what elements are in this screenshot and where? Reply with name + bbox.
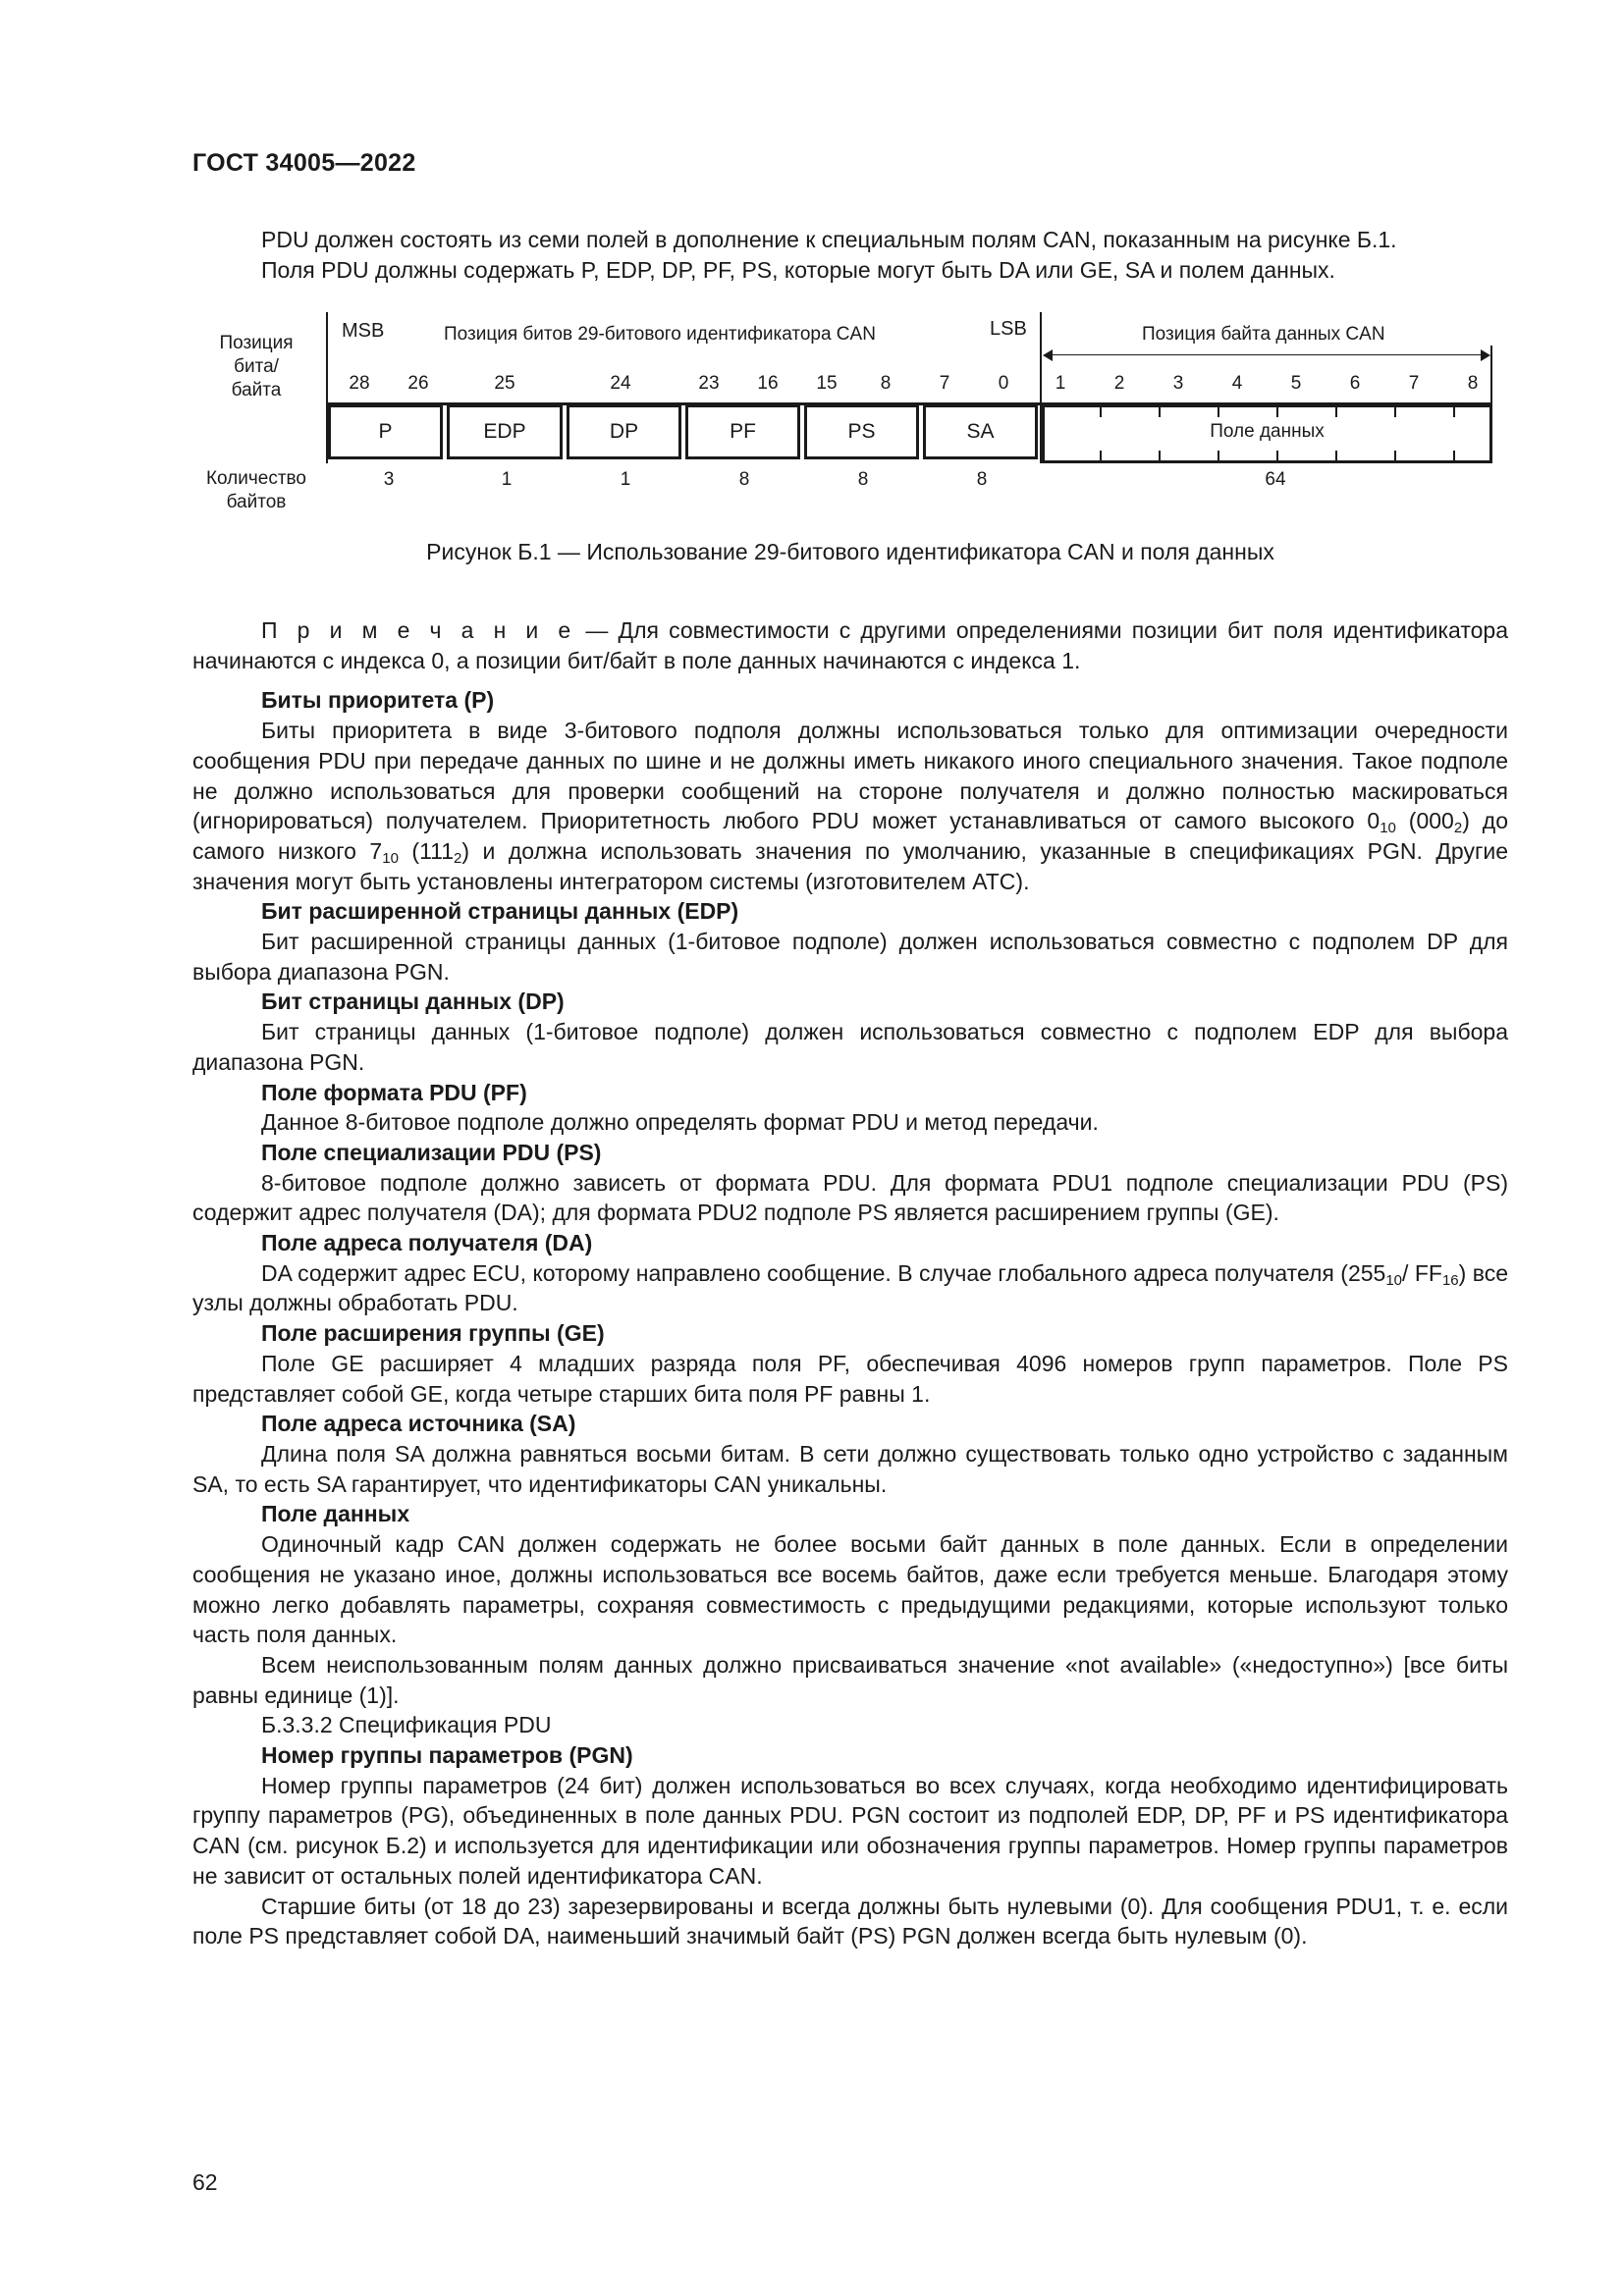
paragraph-data-1: Одиночный кадр CAN должен содержать не более восьми байт данных в поле данных. Если в определении сообщения не указано иное, должны использоваться все восемь байтов, даже если требуется меньше. Благодаря этому можно легко добавлять параметры, сохраняя совместимость с предыдущими редакциями, которые используют только часть поля данных. [192,1531,1508,1648]
data-byte-label: 1 [1055,373,1066,394]
heading-data: Поле данных [261,1501,410,1527]
id-bit-label: 25 [494,373,515,394]
count-value: 1 [501,469,513,490]
count-value: 1 [620,469,631,490]
text-run: (111 [398,837,455,864]
msb-label: MSB [342,320,385,342]
data-byte-label: 7 [1408,373,1420,394]
page-number: 62 [192,2169,218,2195]
count-value: 64 [1265,469,1286,490]
count-value: 8 [976,469,988,490]
paragraph-pgn-1: Номер группы параметров (24 бит) должен использоваться во всех случаях, когда необходимо идентифицировать группу параметров (PG), объединенных в поле данных PDU. PGN состоит из подполей EDP, DP, PF и PS идентификатора CAN (см. рисунок Б.2) и используется для идентификации или обозначения группы параметров. Номер группы параметров не зависит от остальных полей идентификатора CAN. [192,1772,1508,1889]
text-run: (000 [1395,808,1454,834]
paragraph-ps: 8-битовое подполе должно зависеть от формата PDU. Для формата PDU1 подполе специализации PDU (PS) содержит адрес получателя (DA); для формата PDU2 подполе PS является расширением группы (GE). [192,1169,1508,1226]
note-label: П р и м е ч а н и е [261,617,576,643]
count-label-line-2: байтов [226,492,287,512]
count-value: 8 [857,469,869,490]
heading-sa: Поле адреса источника (SA) [261,1411,576,1437]
paragraph-priority [192,716,1508,896]
data-position-header: Позиция байта данных CAN [1142,324,1385,345]
position-label [212,332,300,402]
byte-tick [1335,407,1337,417]
heading-priority: Биты приоритета (P) [261,687,495,714]
data-byte-label: 2 [1113,373,1125,394]
id-bit-label: 26 [407,373,429,394]
field-data [1042,404,1492,463]
arrow-left-icon [1043,349,1053,361]
data-range-arrow [1045,354,1487,355]
data-byte-label: 3 [1172,373,1184,394]
id-bit-label: 28 [349,373,370,394]
id-bit-label: 15 [816,373,838,394]
count-label [192,467,320,514]
paragraph-pf: Данное 8-битовое подполе должно определять формат PDU и метод передачи. [261,1109,1099,1136]
figure-caption: Рисунок Б.1 — Использование 29-битового идентификатора CAN и поля данных [426,539,1274,564]
text-run: Биты приоритета в виде 3-битового подполя должны использоваться только для оптимизации очередности сообщения PDU при передаче данных по шине и не должны иметь никакого иного специального значения. Такое подполе не должно использоваться для проверки сообщений на стороне получателя и должно полностью маскироваться (игнорироваться) получателем. Приоритетность любого PDU может устанавливаться от самого высокого 0 [192,718,1508,834]
count-value: 8 [738,469,750,490]
data-byte-label: 5 [1290,373,1302,394]
field-sa: SA [923,404,1038,459]
byte-tick [1276,407,1278,417]
paragraph-edp: Бит расширенной страницы данных (1-битовое подполе) должен использоваться совместно с подполем DP для выбора диапазона PGN. [192,929,1508,985]
subscript: 10 [1380,820,1396,837]
byte-tick [1100,407,1102,417]
standard-title: ГОСТ 34005—2022 [192,149,416,177]
heading-edp: Бит расширенной страницы данных (EDP) [261,898,739,925]
position-label-line-1: Позиция [219,333,294,353]
field-row [326,404,1492,463]
note-paragraph [192,615,1508,675]
text-run: ) все узлы должны обработать PDU. [192,1259,1508,1316]
paragraph-dp: Бит страницы данных (1-битовое подполе) должен использоваться совместно с подполем EDP для выбора диапазона PGN. [192,1019,1508,1075]
paragraph-ge: Поле GE расширяет 4 младших разряда поля PF, обеспечивая 4096 номеров групп параметров. Поле PS представляет собой GE, когда четыре старших бита поля PF равны 1. [192,1350,1508,1407]
count-label-line-1: Количество [205,468,307,489]
field-ps: PS [804,404,919,459]
intro-paragraph [192,225,1508,286]
byte-tick [1335,451,1337,460]
text-run: DA содержит адрес ECU, которому направлено сообщение. В случае глобального адреса получателя (255 [261,1259,1386,1286]
arrow-right-icon [1481,349,1490,361]
heading-da: Поле адреса получателя (DA) [261,1230,593,1256]
paragraph-sa: Длина поля SA должна равняться восьми битам. В сети должно существовать только одно устройство с заданным SA, то есть SA гарантирует, что идентификаторы CAN уникальны. [192,1440,1508,1497]
lsb-label: LSB [990,318,1027,340]
heading-dp: Бит страницы данных (DP) [261,988,565,1015]
paragraph-pgn-2: Старшие биты (от 18 до 23) зарезервированы и всегда должны быть нулевыми (0). Для сообщения PDU1, т. е. если поле PS представляет собой DA, наименьший значимый байт (PS) PGN должен всегда быть нулевым (0). [192,1893,1508,1949]
id-bit-label: 16 [757,373,779,394]
byte-tick [1394,451,1396,460]
note-text: — Для совместимости с другими определениями позиции бит поля идентификатора начинаются с индекса 0, а позиции бит/байт в поле данных начинаются с индекса 1. [192,617,1508,673]
paragraph-da [192,1258,1508,1318]
data-byte-label: 4 [1231,373,1243,394]
id-bit-label: 0 [998,373,1009,394]
subscript: 10 [1385,1271,1403,1289]
id-bit-label: 8 [880,373,892,394]
subscript: 2 [1453,820,1463,837]
byte-tick [1100,451,1102,460]
id-position-header: Позиция битов 29-битового идентификатора CAN [444,324,876,345]
heading-pgn: Номер группы параметров (PGN) [261,1742,633,1769]
subsection-title: Б.3.3.2 Спецификация PDU [261,1712,552,1738]
id-bit-label: 23 [698,373,720,394]
byte-tick [1276,451,1278,460]
subscript: 16 [1441,1271,1459,1289]
paragraph-data-2: Всем неиспользованным полям данных должно присваиваться значение «not available» («недоступно») [все биты равны единице (1)]. [192,1651,1508,1708]
heading-pf: Поле формата PDU (PF) [261,1079,527,1105]
position-label-line-2: бита/байта [231,356,282,400]
id-bit-label: 7 [939,373,950,394]
field-pf: PF [685,404,800,459]
heading-ps: Поле специализации PDU (PS) [261,1139,602,1165]
field-p: P [328,404,443,459]
subscript: 2 [454,849,462,867]
byte-tick [1159,451,1161,460]
byte-tick [1453,407,1455,417]
field-dp: DP [567,404,681,459]
byte-tick [1394,407,1396,417]
count-value: 3 [383,469,395,490]
data-field-label: Поле данных [1210,421,1325,442]
field-edp: EDP [447,404,563,459]
data-byte-label: 8 [1467,373,1479,394]
text-run: / FF [1402,1259,1442,1286]
data-byte-label: 6 [1349,373,1361,394]
byte-tick [1453,451,1455,460]
bit-number-row [326,365,1492,404]
intro-line-2: Поля PDU должны содержать P, EDP, DP, PF, PS, которые могут быть DA или GE, SA и полем данных. [261,257,1335,283]
figure-b1 [192,306,1508,532]
intro-line-1: PDU должен состоять из семи полей в дополнение к специальным полям CAN, показанным на рисунке Б.1. [261,227,1397,252]
id-bit-label: 24 [610,373,631,394]
body-text [192,615,1508,1951]
heading-ge: Поле расширения группы (GE) [261,1320,605,1347]
byte-tick [1159,407,1161,417]
byte-tick [1218,451,1219,460]
text-run: ) до самого низкого 7 [192,808,1508,864]
text-run: ) и должна использовать значения по умолчанию, указанные в спецификациях PGN. Другие значения могут быть установлены интегратором системы (изготовителем АТС). [192,837,1508,894]
subscript: 10 [382,849,399,867]
byte-tick [1218,407,1219,417]
